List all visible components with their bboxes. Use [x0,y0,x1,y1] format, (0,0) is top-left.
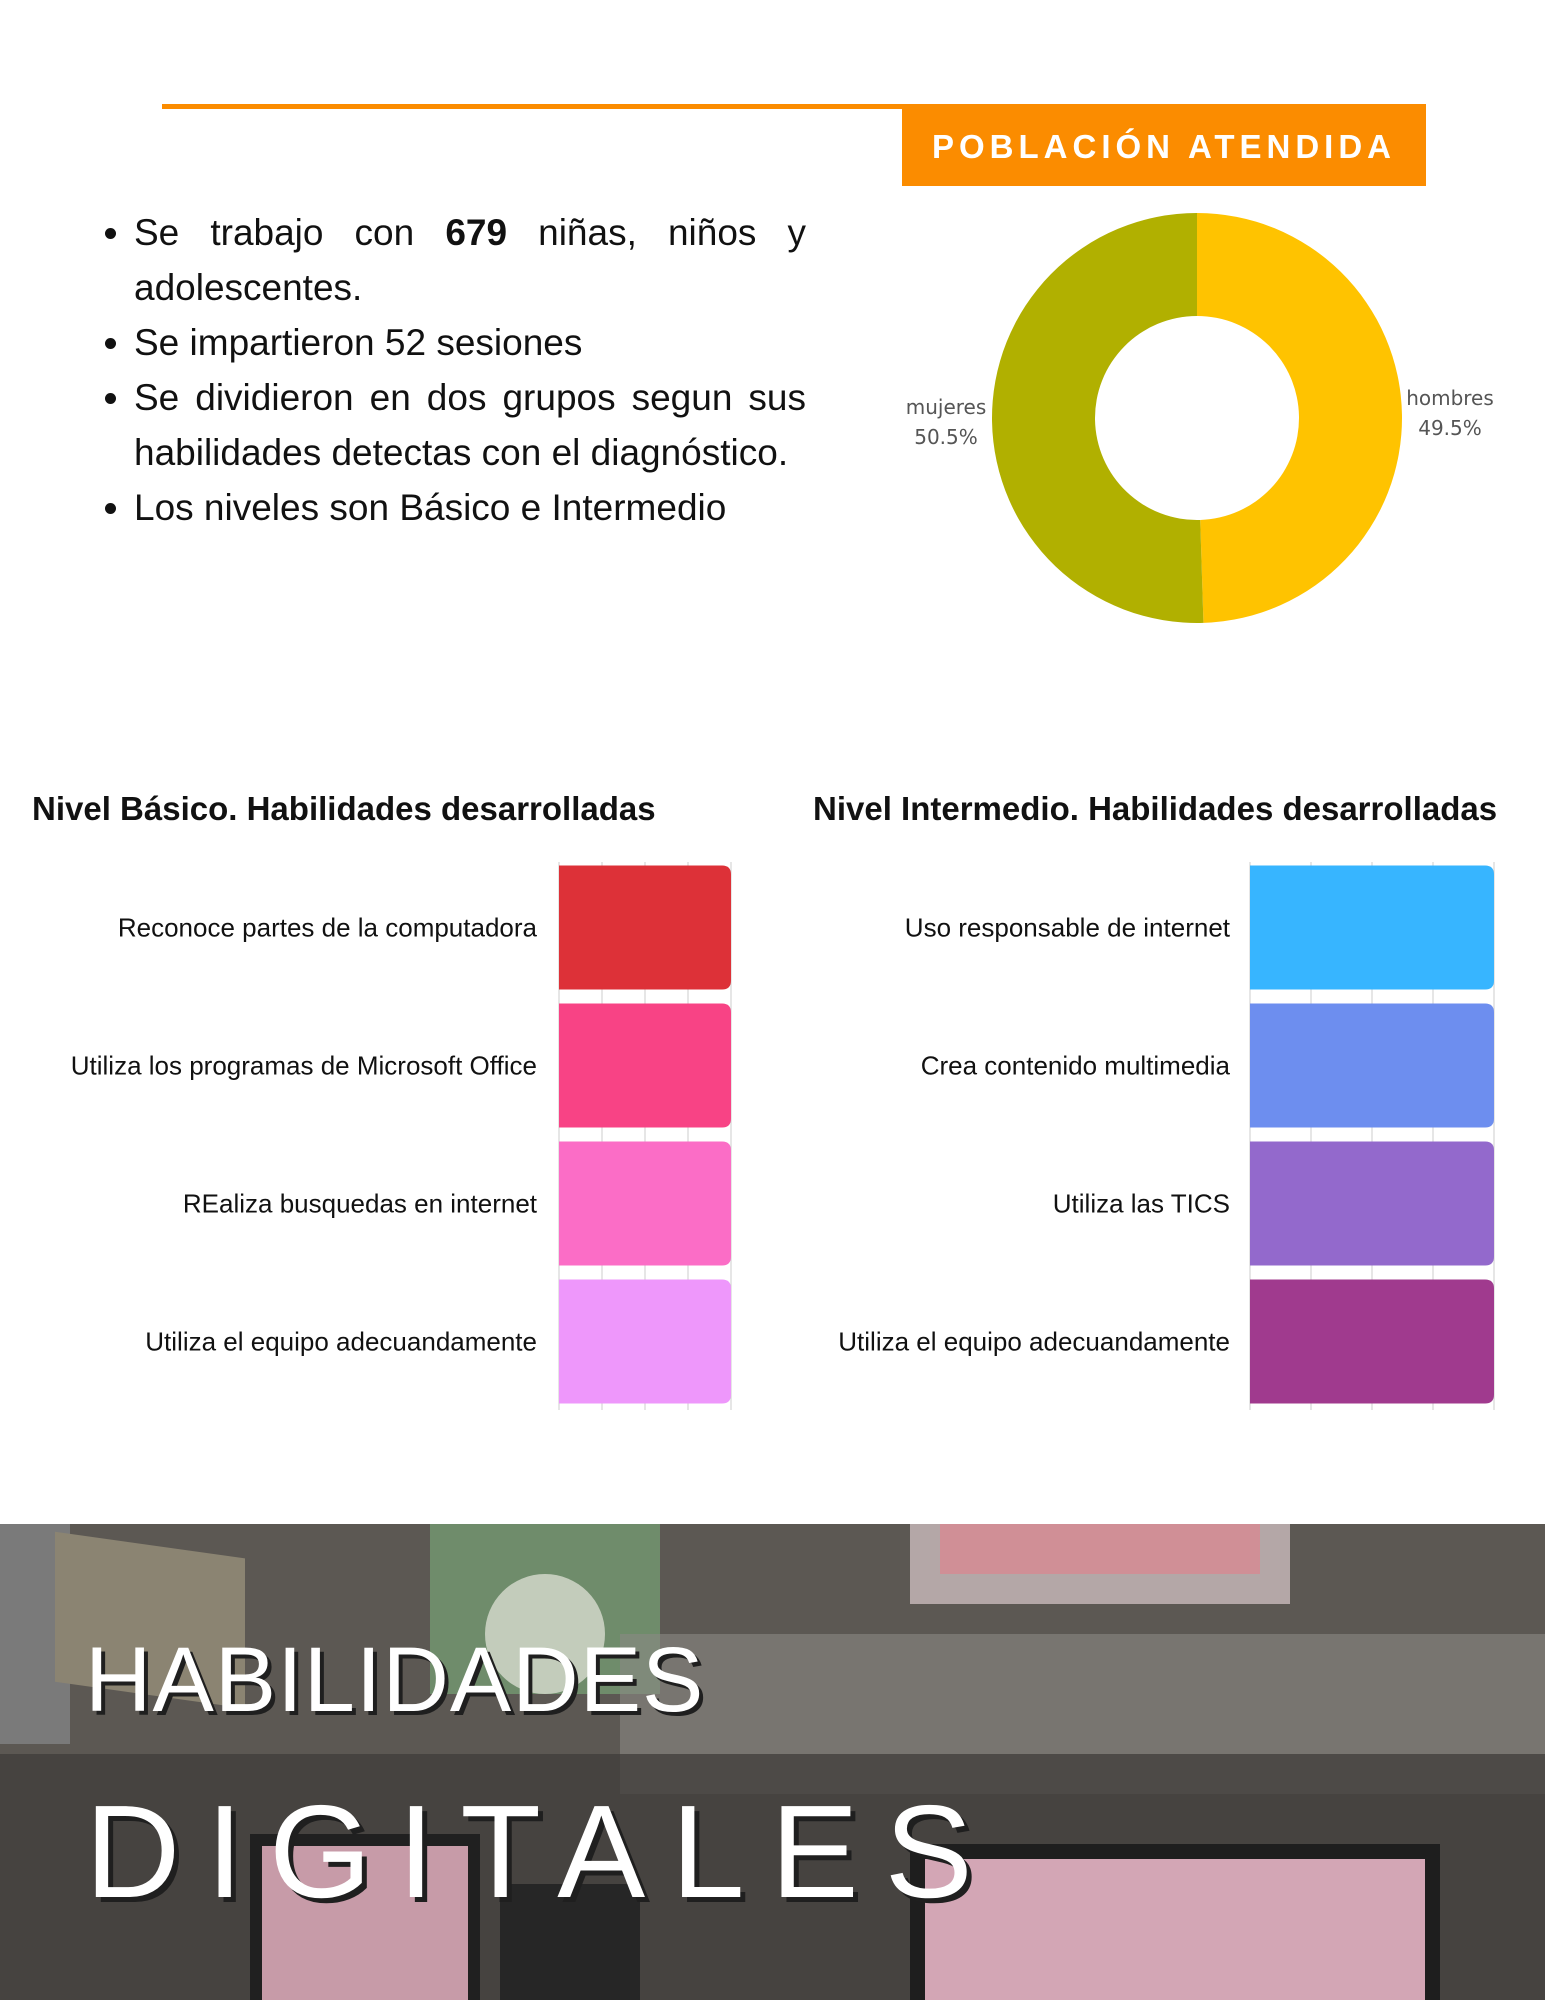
donut-label-hombres: hombres [1406,386,1494,410]
basic-bar-2 [559,1004,731,1128]
hero-banner [0,1524,1545,2000]
intermediate-chart-title: Nivel Intermedio. Habilidades desarrolladas [813,790,1498,827]
list-item [134,370,806,480]
summary-list [100,205,806,535]
donut-value-label-mujeres: 50.5% [914,425,978,449]
donut-label-mujeres: mujeres [905,395,987,419]
intermediate-bar-1 [1250,866,1494,990]
skills-bar-charts [0,850,1545,1410]
section-badge: POBLACIÓN ATENDIDA [902,108,1426,186]
donut-slice-hombres [1197,213,1402,623]
list-item [134,315,806,370]
hero-title-line2: DIGITALES [85,1778,999,1925]
donut-slice-mujeres [992,213,1203,623]
list-item-text: Se dividieron en dos grupos segun sus habilidades detectas con el diagnóstico. [134,377,806,473]
intermediate-bar-2 [1250,1004,1494,1128]
list-item-text: Se trabajo con [134,212,446,253]
intermediate-category-label-1: Uso responsable de internet [904,912,1230,943]
basic-bar-3 [559,1142,731,1266]
basic-category-label-3: REaliza busquedas en internet [182,1188,537,1219]
basic-category-label-4: Utiliza el equipo adecuandamente [145,1326,537,1357]
list-item-text: Se impartieron 52 sesiones [134,322,583,363]
basic-bar-1 [559,866,731,990]
list-item [134,480,806,535]
hero-title-line1: HABILIDADES [85,1629,705,1731]
basic-category-label-1: Reconoce partes de la computadora [117,912,537,943]
intermediate-category-label-4: Utiliza el equipo adecuandamente [838,1326,1230,1357]
list-item-text: niñas, niños y adolescentes. [134,212,806,308]
intermediate-bar-3 [1250,1142,1494,1266]
intermediate-category-label-2: Crea contenido multimedia [920,1050,1230,1081]
list-item-bold: 679 [445,212,508,253]
classroom-photo-backdrop [0,1524,1545,2000]
intermediate-bar-4 [1250,1280,1494,1404]
basic-category-label-2: Utiliza los programas de Microsoft Office [70,1050,537,1081]
intermediate-category-label-3: Utiliza las TICS [1052,1188,1230,1219]
donut-value-label-hombres: 49.5% [1418,416,1482,440]
list-item [134,205,806,315]
basic-bar-4 [559,1280,731,1404]
list-item-text: Los niveles son Básico e Intermedio [134,487,727,528]
basic-chart-title: Nivel Básico. Habilidades desarrolladas [32,790,656,827]
